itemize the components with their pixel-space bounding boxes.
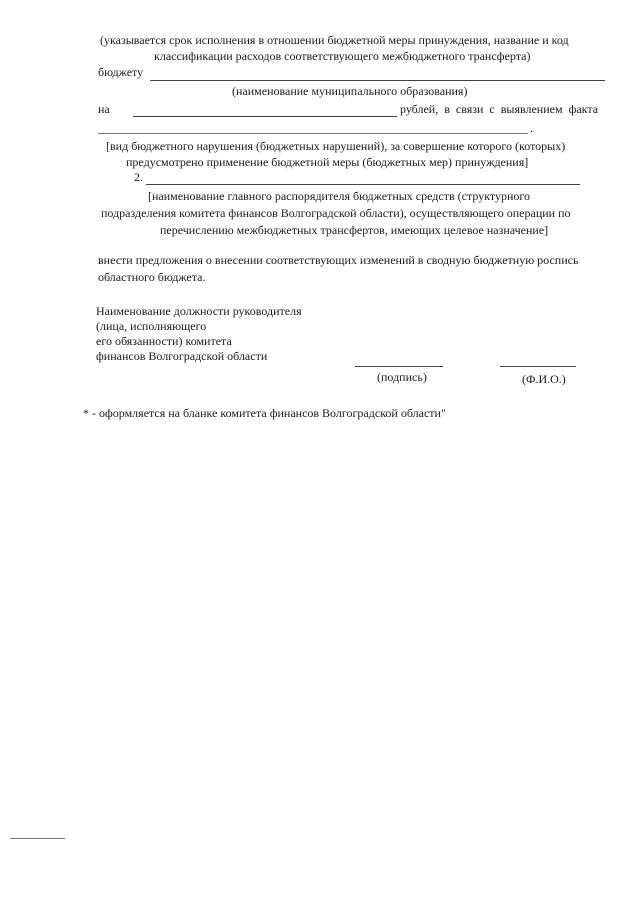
violation-blank-line [98, 133, 528, 134]
position-line-4: финансов Волгоградской области [96, 349, 268, 363]
violation-period: . [530, 121, 533, 135]
top-note-line-1: (указывается срок исполнения в отношении бюджетной меры принуждения, название и код [100, 33, 569, 47]
proposal-line-1: внести предложения о внесении соответствующих изменений в сводную бюджетную роспись [98, 253, 579, 267]
position-line-3: его обязанности) комитета [96, 334, 232, 348]
distributor-note-line-2: подразделения комитета финансов Волгоградской области), осуществляющего операции по [101, 206, 571, 220]
on-label: на [98, 102, 110, 116]
item-number: 2. [134, 170, 143, 184]
signature-label: (подпись) [377, 370, 427, 384]
rubles-text: рублей, в связи с выявлением факта [400, 102, 599, 116]
footnote: * - оформляется на бланке комитета финансов Волгоградской области" [83, 406, 446, 420]
footnote-separator [10, 838, 65, 839]
violation-note-line-1: [вид бюджетного нарушения (бюджетных нарушений), за совершение которого (которых) [106, 139, 566, 153]
position-line-1: Наименование должности руководителя [96, 304, 302, 318]
signature-blank-line [355, 366, 443, 367]
distributor-note-line-3: перечислению межбюджетных трансфертов, имеющих целевое назначение] [160, 223, 549, 237]
amount-blank-line [133, 116, 397, 117]
budget-label: бюджету [98, 65, 144, 79]
municipality-note: (наименование муниципального образования) [232, 84, 468, 98]
position-line-2: (лица, исполняющего [96, 319, 207, 333]
fio-label: (Ф.И.О.) [522, 372, 566, 386]
violation-note-line-2: предусмотрено применение бюджетной меры (бюджетных мер) принуждения] [126, 155, 529, 169]
proposal-line-2: областного бюджета. [98, 270, 206, 284]
distributor-note-line-1: [наименование главного распорядителя бюджетных средств (структурного [148, 189, 530, 203]
top-note-line-2: классификации расходов соответствующего межбюджетного трансферта) [154, 49, 531, 63]
distributor-blank-line [146, 184, 580, 185]
fio-blank-line [500, 366, 576, 367]
budget-blank-line [150, 80, 605, 81]
